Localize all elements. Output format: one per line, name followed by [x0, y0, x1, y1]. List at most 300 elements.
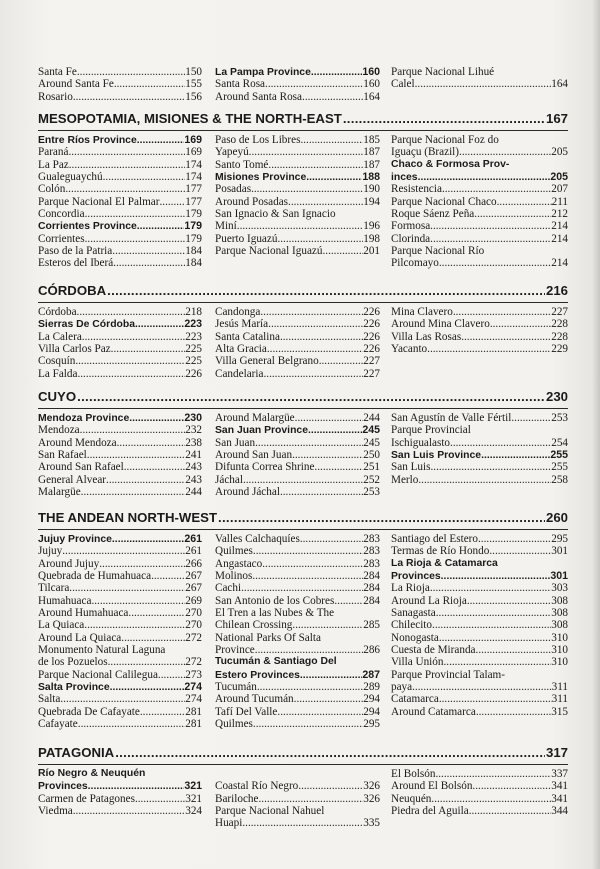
index-entry	[215, 91, 380, 103]
entry-name: Around Jáchal	[215, 486, 280, 499]
entry-name: Sanagasta	[391, 607, 436, 620]
entry-name: El Bolsón	[391, 768, 436, 780]
entry-page: 179	[184, 220, 202, 233]
index-entry	[391, 306, 568, 318]
index-heading-entry	[391, 558, 568, 570]
entry-page: 266	[185, 557, 202, 570]
index-entry	[38, 656, 202, 668]
leader-dots	[121, 632, 185, 644]
index-entry	[215, 706, 380, 718]
index-heading-entry	[215, 66, 380, 78]
index-entry	[215, 780, 380, 792]
leader-dots	[259, 793, 364, 805]
leader-dots	[91, 595, 185, 607]
entry-name: San Luis	[391, 461, 431, 474]
entry-name: Catamarca	[391, 693, 439, 706]
index-entry	[215, 461, 380, 473]
leader-dots	[158, 669, 185, 681]
entry-name: Carmen de Patagones	[38, 792, 135, 805]
entry-name: Jesús María	[215, 318, 269, 331]
top-columns	[38, 66, 568, 103]
leader-dots	[107, 282, 545, 300]
entry-page: 303	[551, 582, 568, 595]
leader-dots	[115, 744, 545, 762]
entry-name: Province	[215, 644, 255, 657]
leader-dots	[113, 257, 185, 269]
col-3	[391, 768, 568, 830]
entry-name: San Agustín de Valle Fértil	[391, 412, 512, 424]
entry-page: 244	[363, 412, 380, 424]
index-entry	[391, 632, 568, 644]
index-entry	[38, 245, 202, 257]
leader-dots	[459, 146, 551, 158]
leader-dots	[237, 220, 363, 232]
entry-name: Jujuy Province	[38, 534, 112, 545]
leader-dots	[476, 706, 551, 718]
entry-page: 205	[551, 146, 568, 159]
entry-name: Santa Fe	[38, 66, 77, 78]
entry-page: 229	[551, 343, 568, 356]
leader-dots	[262, 558, 363, 570]
index-entry	[215, 805, 380, 817]
col-3	[391, 134, 568, 270]
leader-dots	[255, 437, 363, 449]
leader-dots	[75, 355, 185, 367]
index-entry	[391, 257, 568, 269]
leader-dots	[77, 306, 186, 318]
section-rule	[38, 302, 568, 303]
entry-page: 169	[185, 146, 202, 159]
index-entry	[391, 233, 568, 245]
entry-page: 225	[185, 355, 202, 368]
page-edge-shadow	[592, 0, 600, 869]
leader-dots	[418, 474, 551, 486]
entry-name: La Rioja	[391, 582, 430, 595]
entry-name: San Luis Province	[391, 450, 482, 462]
section-heading	[38, 388, 568, 406]
index-entry	[38, 208, 202, 220]
index-entry	[215, 632, 380, 644]
index-entry	[391, 146, 568, 158]
index-heading-entry	[391, 570, 568, 582]
leader-dots	[151, 570, 185, 582]
entry-name: Around Santa Fe	[38, 78, 114, 91]
index-entry	[38, 805, 202, 817]
leader-dots	[99, 558, 185, 570]
entry-name: Corrientes	[38, 232, 85, 245]
leader-dots	[78, 718, 185, 730]
entry-name: Cachi	[215, 582, 242, 595]
entry-name: La Calera	[38, 330, 82, 343]
index-entry	[215, 233, 380, 245]
entry-name: Villa Unión	[391, 656, 444, 669]
entry-name: Santiago del Estero	[391, 533, 478, 545]
entry-name: Esteros del Iberá	[38, 257, 114, 270]
entry-name: de los Pozuelos	[38, 656, 108, 669]
entry-name: Parque Nacional El Palmar	[38, 195, 160, 208]
index-entry	[215, 718, 380, 730]
entry-name: Calel	[391, 78, 415, 91]
entry-name: Miní	[215, 220, 237, 233]
entry-page: 344	[551, 805, 568, 818]
entry-page: 150	[185, 66, 202, 78]
col-1	[38, 768, 202, 830]
entry-name: Coastal Río Negro	[215, 780, 299, 793]
entry-page: 286	[363, 644, 380, 657]
entry-name: Parque Nacional Nahuel	[215, 805, 325, 818]
entry-name: Around El Bolsón	[391, 780, 473, 793]
entry-name: Salta	[38, 693, 61, 706]
entry-name: Merlo	[391, 473, 419, 486]
col-2	[215, 134, 380, 270]
index-entry	[391, 533, 568, 545]
leader-dots	[253, 718, 363, 730]
top-col-1	[38, 66, 202, 103]
section-title: MESOPOTAMIA, MISIONES & THE NORTH-EAST	[38, 111, 342, 126]
entry-name: Alta Gracia	[215, 343, 267, 356]
entry-name: Mina Clavero	[391, 306, 453, 318]
entry-name: Gualeguaychú	[38, 171, 103, 184]
entry-name: Provinces	[38, 781, 88, 793]
entry-page: 272	[185, 656, 202, 669]
col-3	[391, 412, 568, 498]
entry-page: 187	[363, 158, 380, 171]
leader-dots	[106, 474, 185, 486]
entry-name: Santo Tomé	[215, 158, 269, 171]
entry-page: 273	[185, 668, 202, 681]
index-entry	[391, 669, 568, 681]
leader-dots	[260, 306, 363, 318]
index-entry	[215, 644, 380, 656]
entry-name: Puerto Iguazú	[215, 232, 278, 245]
entry-page: 321	[185, 792, 202, 805]
entry-page: 310	[551, 656, 568, 669]
leader-dots	[453, 306, 551, 318]
entry-page: 232	[185, 424, 202, 437]
leader-dots	[319, 355, 364, 367]
leader-dots	[300, 533, 363, 545]
index-entry	[215, 768, 380, 780]
entry-name: Misiones Province	[215, 172, 307, 184]
entry-name: Humahuaca	[38, 594, 92, 607]
entry-page: 214	[551, 257, 568, 270]
entry-name: Tucumán	[215, 681, 257, 694]
entry-name: Colón	[38, 183, 66, 196]
entry-page: 308	[551, 619, 568, 632]
index-heading-entry	[38, 318, 202, 330]
leader-dots	[251, 183, 363, 195]
entry-name: La Falda	[38, 367, 78, 380]
index-entry	[38, 343, 202, 355]
entry-page: 245	[362, 424, 380, 437]
entry-name: Mendoza Province	[38, 413, 130, 424]
index-entry	[215, 355, 380, 367]
index-entry	[215, 208, 380, 220]
entry-page: 321	[184, 780, 202, 793]
entry-page: 267	[185, 582, 202, 595]
col-3	[391, 533, 568, 731]
section-rule	[38, 130, 568, 131]
entry-page: 284	[363, 570, 380, 583]
leader-dots	[430, 461, 551, 473]
leader-dots	[111, 343, 186, 355]
entry-name: inces	[391, 172, 418, 184]
index-entry	[391, 412, 568, 424]
entry-name: Formosa	[391, 220, 431, 233]
entry-name: Cafayate	[38, 718, 78, 731]
leader-dots	[300, 134, 363, 146]
entry-name: Molinos	[215, 570, 253, 583]
entry-page: 310	[551, 644, 568, 657]
section-cuyo	[38, 388, 568, 498]
index-entry	[391, 595, 568, 607]
entry-page: 212	[551, 208, 568, 221]
index-entry	[215, 558, 380, 570]
section-rule	[38, 764, 568, 765]
entry-page: 310	[551, 631, 568, 644]
index-entry	[391, 780, 568, 792]
leader-dots	[73, 805, 185, 817]
entry-page: 169	[184, 134, 202, 146]
entry-name: Entre Ríos Province	[38, 135, 137, 146]
index-entry	[391, 66, 568, 78]
entry-name: Estero Provinces	[215, 669, 300, 681]
index-entry	[215, 486, 380, 498]
index-heading-entry	[391, 171, 568, 183]
top-col-3	[391, 66, 568, 103]
entry-name: Salta Province	[38, 682, 110, 694]
leader-dots	[490, 318, 551, 330]
entry-name: Malargüe	[38, 486, 81, 499]
entry-name: Tilcara	[38, 582, 70, 595]
index-entry	[215, 582, 380, 594]
leader-dots	[112, 245, 185, 257]
index-entry	[391, 693, 568, 705]
entry-page: 194	[363, 195, 380, 208]
entry-page: 269	[185, 594, 202, 607]
entry-page: 270	[185, 619, 202, 632]
entry-name: Villa Carlos Paz	[38, 343, 111, 356]
index-entry	[215, 570, 380, 582]
entry-name: Huapi	[215, 817, 243, 830]
entry-page: 294	[363, 705, 380, 718]
index-entry	[391, 793, 568, 805]
index-entry	[38, 91, 202, 103]
leader-dots	[511, 412, 551, 424]
entry-page: 301	[551, 545, 568, 558]
leader-dots	[280, 331, 363, 343]
entry-name: Parque Nacional Iguazú	[215, 245, 323, 258]
entry-page: 267	[185, 570, 202, 583]
leader-dots	[478, 533, 551, 545]
index-entry	[38, 437, 202, 449]
index-entry	[391, 607, 568, 619]
entry-page: 177	[185, 195, 202, 208]
index-entry	[215, 595, 380, 607]
entry-name: Monumento Natural Laguna	[38, 644, 166, 657]
index-entry	[215, 474, 380, 486]
index-entry	[38, 66, 202, 78]
entry-name: Iguaçu (Brazil)	[391, 146, 460, 159]
entry-page: 160	[363, 78, 380, 91]
index-entry	[391, 318, 568, 330]
entry-page: 272	[185, 631, 202, 644]
leader-dots	[430, 582, 551, 594]
entry-name: Paso de la Patria	[38, 245, 113, 258]
leader-dots	[295, 412, 364, 424]
entry-page: 287	[362, 668, 380, 681]
entry-page: 295	[363, 718, 380, 731]
section-rule	[38, 529, 568, 530]
entry-page: 311	[551, 681, 568, 694]
entry-page: 241	[185, 449, 202, 462]
index-entry	[391, 196, 568, 208]
leader-dots	[489, 545, 551, 557]
leader-dots	[430, 233, 551, 245]
leader-dots	[84, 619, 185, 631]
entry-name: Around Santa Rosa	[215, 90, 303, 103]
entry-page: 174	[185, 171, 202, 184]
leader-dots	[68, 146, 185, 158]
leader-dots	[87, 449, 185, 461]
leader-dots	[461, 331, 551, 343]
index-heading-entry	[215, 669, 380, 681]
index-heading-entry	[215, 424, 380, 436]
entry-name: Paraná	[38, 146, 69, 159]
entry-name: Parque Provincial	[391, 424, 471, 437]
entry-page: 326	[363, 780, 380, 793]
leader-dots	[439, 257, 551, 269]
entry-name: Ischigualasto	[391, 436, 451, 449]
index-entry	[215, 331, 380, 343]
entry-page: 301	[550, 570, 568, 583]
section-heading	[38, 509, 568, 527]
section-cordoba	[38, 282, 568, 380]
entry-page: 255	[550, 449, 568, 462]
entry-page: 205	[550, 171, 568, 184]
entry-page: 251	[363, 461, 380, 474]
entry-page: 243	[185, 473, 202, 486]
section-patagonia	[38, 744, 568, 830]
leader-dots	[288, 196, 363, 208]
entry-name: Termas de Río Hondo	[391, 545, 490, 558]
entry-page: 281	[185, 718, 202, 731]
section-page: 167	[545, 111, 568, 126]
index-entry	[391, 208, 568, 220]
leader-dots	[298, 780, 363, 792]
entry-page: 230	[184, 412, 202, 424]
index-entry	[38, 171, 202, 183]
entry-name: San Rafael	[38, 449, 87, 462]
leader-dots	[128, 607, 185, 619]
index-entry	[215, 343, 380, 355]
entry-name: Río Negro & Neuquén	[38, 768, 146, 779]
entry-page: 326	[363, 792, 380, 805]
index-entry	[38, 582, 202, 594]
entry-name: San Ignacio & San Ignacio	[215, 208, 336, 221]
entry-page: 214	[551, 232, 568, 245]
index-entry	[391, 768, 568, 780]
entry-page: 253	[551, 412, 568, 424]
entry-page: 238	[185, 436, 202, 449]
index-heading-entry	[38, 134, 202, 146]
entry-name: Yacanto	[391, 343, 428, 356]
leader-dots	[69, 582, 185, 594]
leader-dots	[314, 461, 363, 473]
index-entry	[215, 619, 380, 631]
leader-dots	[343, 110, 545, 128]
entry-page: 284	[363, 582, 380, 595]
entry-page: 214	[551, 220, 568, 233]
entry-name: Provinces	[391, 571, 441, 583]
leader-dots	[255, 644, 363, 656]
index-entry	[215, 78, 380, 90]
entry-name: Rosario	[38, 90, 73, 103]
index-entry	[38, 619, 202, 631]
entry-page: 164	[551, 78, 568, 91]
entry-name: Parque Nacional Chaco	[391, 195, 497, 208]
index-entry	[38, 474, 202, 486]
entry-name: Parque Nacional Río	[391, 245, 485, 258]
leader-dots	[77, 368, 185, 380]
entry-name: La Rioja & Catamarca	[391, 557, 498, 569]
section-page: 260	[545, 510, 568, 525]
entry-page: 261	[184, 533, 202, 545]
entry-page: 250	[363, 449, 380, 462]
index-entry	[391, 805, 568, 817]
leader-dots	[427, 343, 551, 355]
entry-name: Concordia	[38, 208, 85, 221]
entry-name: Around Malargüe	[215, 412, 295, 424]
entry-page: 274	[184, 681, 202, 694]
index-entry	[215, 318, 380, 330]
entry-name: Valles Calchaquíes	[215, 533, 300, 545]
entry-name: La Pampa Province	[215, 67, 311, 78]
entry-page: 225	[185, 343, 202, 356]
entry-page: 164	[363, 90, 380, 103]
leader-dots	[497, 196, 552, 208]
index-heading-entry	[215, 171, 380, 183]
leader-dots	[436, 607, 551, 619]
entry-name: Yapeyú	[215, 146, 249, 159]
index-entry	[215, 146, 380, 158]
entry-page: 253	[363, 486, 380, 499]
entry-name: El Tren a las Nubes & The	[215, 607, 335, 620]
index-entry	[391, 245, 568, 257]
index-entry	[391, 656, 568, 668]
entry-page: 324	[185, 805, 202, 818]
section-columns	[38, 412, 568, 498]
index-heading-entry	[38, 681, 202, 693]
entry-name: Around Mina Clavero	[391, 318, 490, 331]
index-entry	[215, 159, 380, 171]
index-entry	[391, 706, 568, 718]
index-entry	[38, 486, 202, 498]
entry-name: Around Tucumán	[215, 693, 294, 706]
index-entry	[215, 607, 380, 619]
entry-name: Around Posadas	[215, 195, 289, 208]
entry-page: 270	[185, 607, 202, 620]
entry-name: Pilcomayo	[391, 257, 439, 270]
index-entry	[215, 412, 380, 424]
leader-dots	[435, 768, 551, 780]
leader-dots	[65, 183, 185, 195]
leader-dots	[80, 424, 186, 436]
entry-page: 244	[185, 486, 202, 499]
entry-page: 283	[363, 545, 380, 558]
entry-page: 228	[551, 330, 568, 343]
entry-page: 160	[362, 66, 380, 78]
